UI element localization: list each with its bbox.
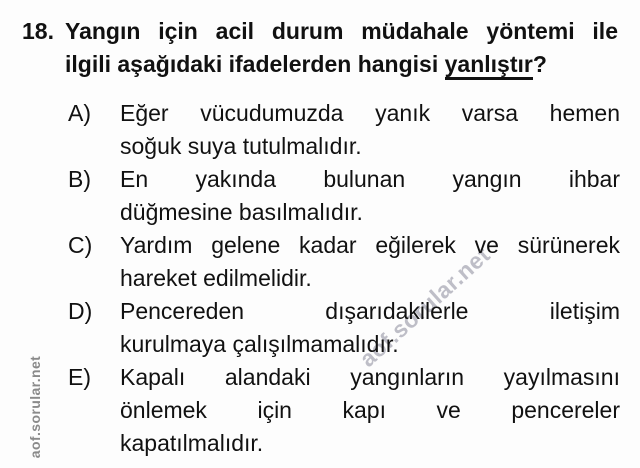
option-b-line-1: En yakında bulunan yangın ihbar <box>120 166 620 192</box>
option-d-letter: D) <box>68 298 93 324</box>
watermark-vertical: aof.sorular.net <box>27 355 43 459</box>
option-c-text <box>120 229 620 295</box>
option-b-line-2: düğmesine basılmalıdır. <box>120 199 363 225</box>
option-c <box>68 229 620 295</box>
question-line-2 <box>65 48 618 81</box>
option-d <box>68 295 620 361</box>
options-list <box>68 97 620 460</box>
question-number: 18. <box>22 18 54 44</box>
option-b-letter: B) <box>68 166 91 192</box>
option-e-line-3: kapatılmalıdır. <box>120 430 264 456</box>
option-d-line-2: kurulmaya çalışılmamalıdır. <box>120 331 399 357</box>
option-e <box>68 361 620 460</box>
option-e-text <box>120 361 620 460</box>
option-a <box>68 97 620 163</box>
question-header <box>22 15 618 81</box>
option-d-text <box>120 295 620 361</box>
option-a-text <box>120 97 620 163</box>
option-e-line-1: Kapalı alandaki yangınların yayılmasını <box>120 364 620 390</box>
question-mark: ? <box>532 51 547 77</box>
option-a-line-1: Eğer vücudumuzda yanık varsa hemen <box>120 100 620 126</box>
option-c-line-1: Yardım gelene kadar eğilerek ve sürünerek <box>120 232 620 258</box>
option-a-letter: A) <box>68 100 91 126</box>
question-text <box>65 15 618 81</box>
question-line-2-prefix: ilgili aşağıdaki ifadelerden hangisi <box>65 51 445 77</box>
question-line-1: Yangın için acil durum müdahale yöntemi ile <box>65 18 618 44</box>
underlined-term: yanlıştır <box>445 51 533 80</box>
watermark-diagonal: aof.sorular.net <box>354 241 496 372</box>
option-e-letter: E) <box>68 364 91 390</box>
option-c-line-2: hareket edilmelidir. <box>120 265 312 291</box>
option-e-line-2: önlemek için kapı ve pencereler <box>120 397 620 423</box>
option-d-line-1: Pencereden dışarıdakilerle iletişim <box>120 298 620 324</box>
option-a-line-2: soğuk suya tutulmalıdır. <box>120 133 362 159</box>
option-c-letter: C) <box>68 232 93 258</box>
option-b <box>68 163 620 229</box>
option-b-text <box>120 163 620 229</box>
